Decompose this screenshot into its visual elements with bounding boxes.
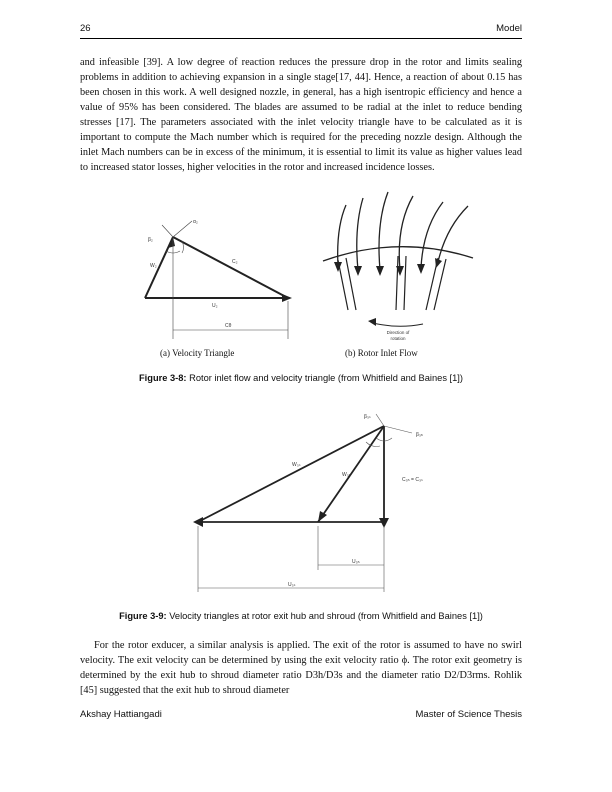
label-alpha2: α₂ bbox=[193, 219, 198, 225]
figure-rotor-inlet-flow bbox=[318, 178, 478, 346]
footer-title: Master of Science Thesis bbox=[415, 709, 522, 720]
subcaption-b: (b) Rotor Inlet Flow bbox=[345, 348, 418, 358]
label-w3h: W₃ₕ bbox=[342, 472, 351, 478]
figure-3-8-caption bbox=[80, 373, 522, 383]
page-header bbox=[80, 23, 522, 37]
label-ctheta: Cθ bbox=[225, 323, 232, 329]
figure-3-8-label: Figure 3-8: bbox=[139, 373, 187, 383]
direction-label-2: rotation bbox=[390, 336, 406, 341]
label-beta3h: β₃ₕ bbox=[416, 432, 423, 438]
label-beta2: β₂ bbox=[148, 237, 153, 243]
figure-3-9-label: Figure 3-9: bbox=[119, 611, 167, 621]
body-paragraph-2: For the rotor exducer, a similar analysis is applied. The exit of the rotor is assumed to have no swirl velocity. The exit velocity can be determined by using the exit velocity ratio ϕ. The rotor exit geometry is determined by the exit hub to shroud diameter ratio D3h/D3s and the diameter ratio D2/D3rms. Rohlik [45] suggested that the exit hub to shroud diameter bbox=[80, 640, 522, 696]
label-u3s: U₃ₛ bbox=[288, 582, 296, 588]
page-number: 26 bbox=[80, 23, 91, 34]
figure-exit-velocity-triangles bbox=[180, 400, 440, 600]
label-w2: W₂ bbox=[150, 263, 157, 269]
header-rule bbox=[80, 38, 522, 39]
figure-3-9-caption bbox=[80, 611, 522, 621]
label-w3s: W₃ₛ bbox=[292, 462, 301, 468]
direction-label-1: Direction of bbox=[386, 330, 410, 335]
c2-vector bbox=[173, 237, 288, 298]
footer-author: Akshay Hattiangadi bbox=[80, 709, 162, 720]
label-u2: U₂ bbox=[212, 303, 218, 309]
subcaption-a: (a) Velocity Triangle bbox=[160, 348, 235, 358]
label-beta3s: β₃ₛ bbox=[364, 414, 371, 420]
figure-3-8-text: Rotor inlet flow and velocity triangle (from Whitfield and Baines [1]) bbox=[186, 373, 463, 383]
section-title: Model bbox=[496, 23, 522, 34]
figure-3-9-text: Velocity triangles at rotor exit hub and shroud (from Whitfield and Baines [1]) bbox=[166, 611, 483, 621]
figure-velocity-triangle bbox=[130, 215, 305, 345]
body-paragraph-1: and infeasible [39]. A low degree of reaction reduces the pressure drop in the rotor and limits sealing problems in addition to achieving expansion in a single stage[17, 44]. Hence, a reaction of about 0.15 has been chosen in this work. A well designed nozzle, in general, has a high isentropic efficiency and hence a value of 95% has been considered. The blades are assumed to be radial at the inlet to reduce bending stresses [17]. The parameters associated with the inlet velocity triangle have to be calculated as it is important to compute the Mach number which is required for the preceding nozzle design. Although the inlet Mach numbers can be in excess of the minimum, it is essential to limit its value as higher values lead to increased stator losses, higher velocities in the rotor and increased incidence losses. bbox=[80, 57, 522, 173]
label-c2: C₂ bbox=[232, 259, 238, 265]
label-u3h: U₃ₕ bbox=[352, 559, 360, 565]
label-c3: C₃ₕ = C₃ₛ bbox=[402, 477, 423, 483]
